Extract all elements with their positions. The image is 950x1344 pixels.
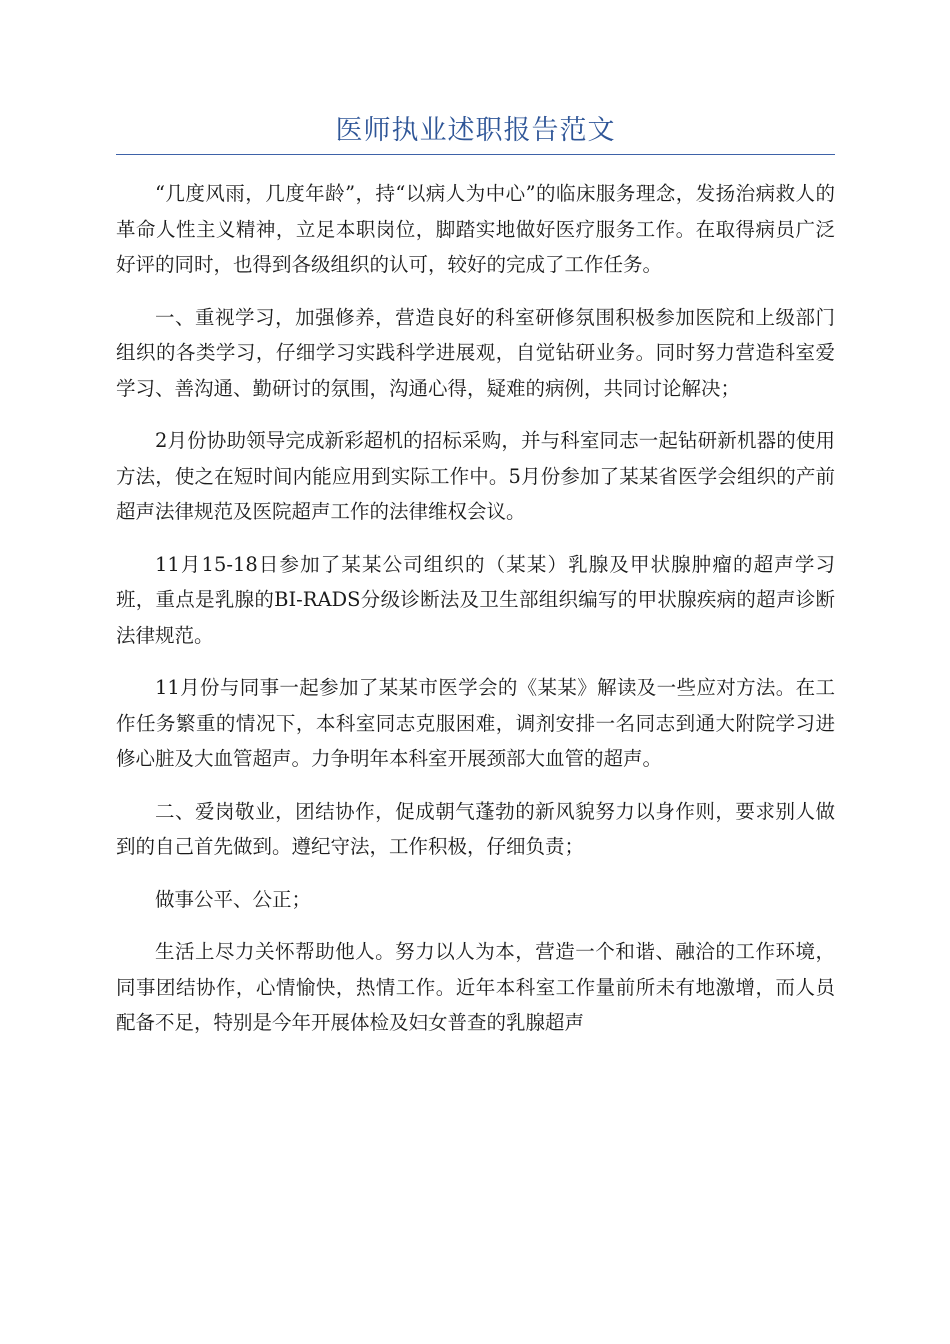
paragraph-fairness: 做事公平、公正； (155, 887, 312, 911)
paragraph-november-meeting: 11月份与同事一起参加了某某市医学会的《某某》解读及一些应对方法。在工作任务繁重的情况下，本科室同志克服困难，调剂安排一名同志到通大附院学习进修心脏及大血管超声。力争明年本科室开展颈部大血管的超声。 (116, 676, 835, 770)
paragraph-november-course: 11月15-18日参加了某某公司组织的（某某）乳腺及甲状腺肿瘤的超声学习班，重点是乳腺的BI-RADS分级诊断法及卫生部组织编写的甲状腺疾病的超声诊断法律规范。 (116, 552, 835, 647)
title-underline (116, 154, 835, 155)
paragraph-section-2: 二、爱岗敬业，团结协作，促成朝气蓬勃的新风貌努力以身作则，要求别人做到的自己首先做到。遵纪守法，工作积极，仔细负责； (116, 799, 835, 858)
document-body (116, 176, 835, 1058)
paragraph-life-care: 生活上尽力关怀帮助他人。努力以人为本，营造一个和谐、融洽的工作环境，同事团结协作，心情愉快，热情工作。近年本科室工作量前所未有地激增，而人员配备不足，特别是今年开展体检及妇女普查的乳腺超声 (116, 940, 835, 1034)
document-title: 医师执业述职报告范文 (335, 115, 616, 146)
paragraph-section-1: 一、重视学习，加强修养，营造良好的科室研修氛围积极参加医院和上级部门组织的各类学习，仔细学习实践科学进展观，自觉钻研业务。同时努力营造科室爱学习、善沟通、勤研讨的氛围，沟通心得，疑难的病例，共同讨论解决； (116, 305, 835, 400)
paragraph-february: 2月份协助领导完成新彩超机的招标采购，并与科室同志一起钻研新机器的使用方法，使之在短时间内能应用到实际工作中。5月份参加了某某省医学会组织的产前超声法律规范及医院超声工作的法律维权会议。 (116, 429, 835, 523)
paragraph-intro: “几度风雨，几度年龄”，持“以病人为中心”的临床服务理念，发扬治病救人的革命人性主义精神，立足本职岗位，脚踏实地做好医疗服务工作。在取得病员广泛好评的同时，也得到各级组织的认可，较好的完成了工作任务。 (116, 182, 835, 276)
